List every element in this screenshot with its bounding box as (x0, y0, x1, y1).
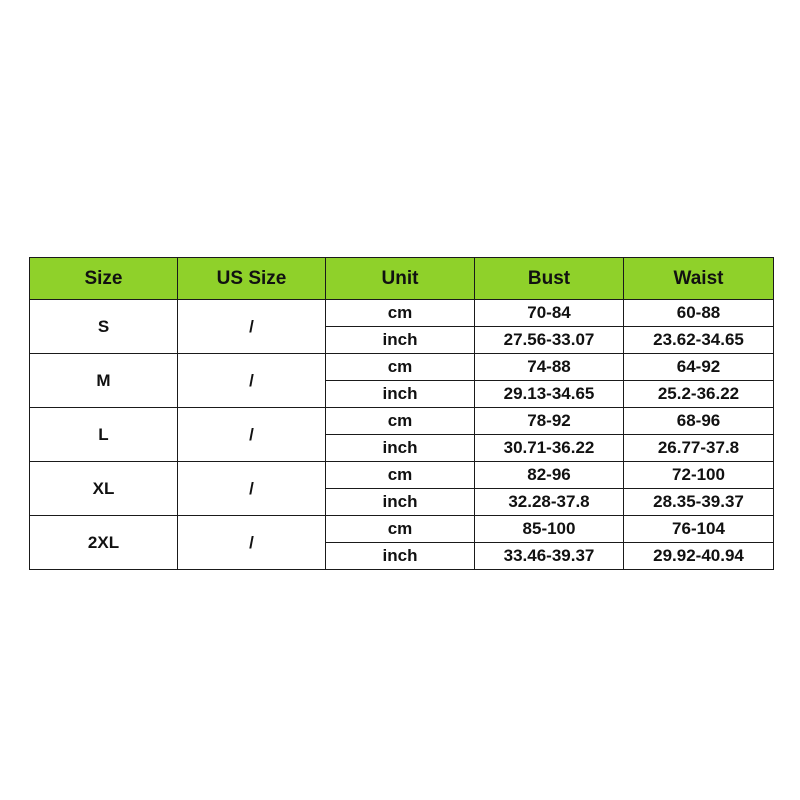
unit-cell: cm (326, 462, 475, 489)
us-size-cell: / (178, 516, 326, 570)
table-row (30, 300, 774, 327)
table-row (30, 354, 774, 381)
waist-cell: 76-104 (624, 516, 774, 543)
unit-cell: inch (326, 435, 475, 462)
header-unit: Unit (326, 258, 475, 300)
table-header-row (30, 258, 774, 300)
waist-cell: 25.2-36.22 (624, 381, 774, 408)
table-row (30, 516, 774, 543)
waist-cell: 28.35-39.37 (624, 489, 774, 516)
bust-cell: 27.56-33.07 (475, 327, 624, 354)
waist-cell: 72-100 (624, 462, 774, 489)
waist-cell: 26.77-37.8 (624, 435, 774, 462)
bust-cell: 82-96 (475, 462, 624, 489)
us-size-cell: / (178, 408, 326, 462)
us-size-cell: / (178, 462, 326, 516)
bust-cell: 78-92 (475, 408, 624, 435)
unit-cell: inch (326, 543, 475, 570)
header-size: Size (30, 258, 178, 300)
waist-cell: 64-92 (624, 354, 774, 381)
waist-cell: 68-96 (624, 408, 774, 435)
unit-cell: cm (326, 354, 475, 381)
size-cell: M (30, 354, 178, 408)
table-row (30, 462, 774, 489)
unit-cell: cm (326, 300, 475, 327)
waist-cell: 60-88 (624, 300, 774, 327)
size-chart-table (29, 257, 774, 570)
table-row (30, 408, 774, 435)
bust-cell: 85-100 (475, 516, 624, 543)
unit-cell: inch (326, 489, 475, 516)
size-cell: S (30, 300, 178, 354)
us-size-cell: / (178, 354, 326, 408)
waist-cell: 23.62-34.65 (624, 327, 774, 354)
header-bust: Bust (475, 258, 624, 300)
size-cell: XL (30, 462, 178, 516)
bust-cell: 74-88 (475, 354, 624, 381)
bust-cell: 32.28-37.8 (475, 489, 624, 516)
header-waist: Waist (624, 258, 774, 300)
us-size-cell: / (178, 300, 326, 354)
bust-cell: 70-84 (475, 300, 624, 327)
size-cell: 2XL (30, 516, 178, 570)
bust-cell: 30.71-36.22 (475, 435, 624, 462)
bust-cell: 33.46-39.37 (475, 543, 624, 570)
waist-cell: 29.92-40.94 (624, 543, 774, 570)
unit-cell: cm (326, 516, 475, 543)
unit-cell: inch (326, 327, 475, 354)
unit-cell: cm (326, 408, 475, 435)
bust-cell: 29.13-34.65 (475, 381, 624, 408)
unit-cell: inch (326, 381, 475, 408)
header-us-size: US Size (178, 258, 326, 300)
size-cell: L (30, 408, 178, 462)
